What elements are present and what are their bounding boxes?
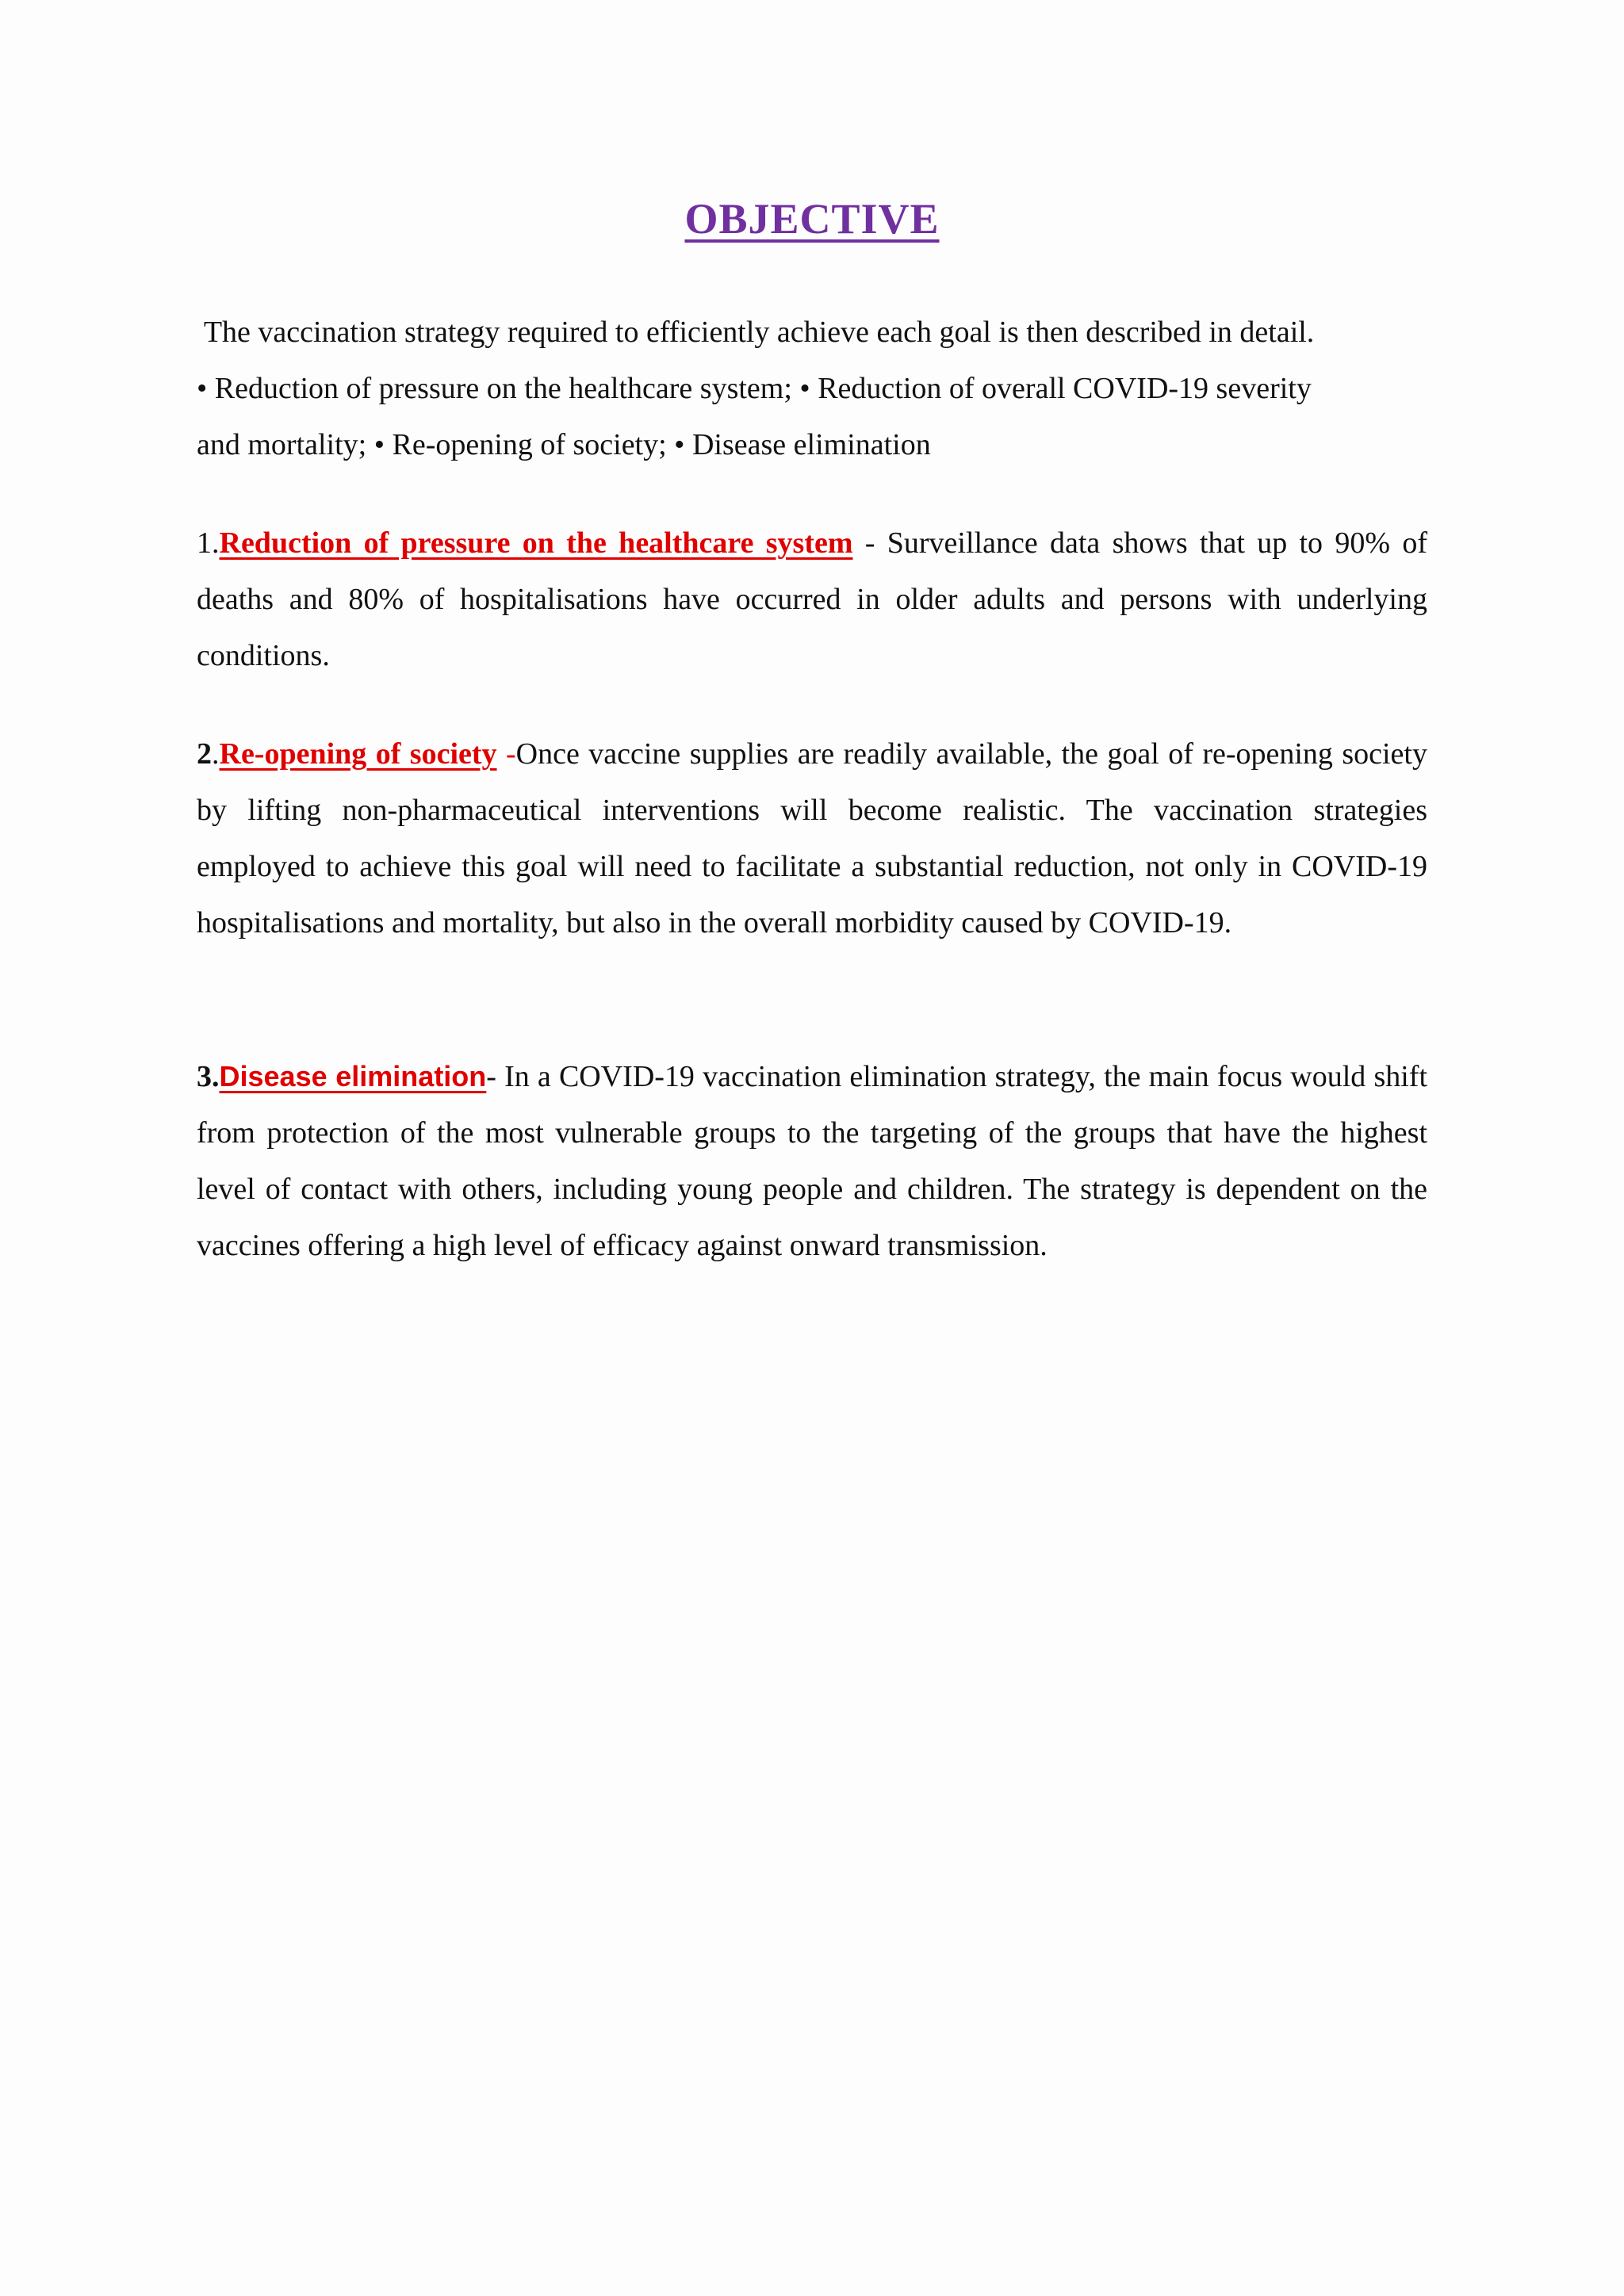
- objective-number-dot: .: [212, 737, 220, 771]
- objective-text: Surveillance data shows that up to 90% of deaths and 80% of hospitalisations have occurred in older adults and persons with underlying conditions.: [197, 526, 1427, 672]
- objective-heading: Disease elimination: [219, 1060, 487, 1093]
- objective-1-paragraph: [197, 515, 1427, 684]
- objective-2-paragraph: [197, 726, 1427, 951]
- objective-text: In a COVID-19 vaccination elimination strategy, the main focus would shift from protection of the most vulnerable groups to the targeting of the groups that have the highest level of contact with others, including young people and children. The strategy is dependent on the vaccines offering a high level of efficacy against onward transmission.: [197, 1060, 1427, 1262]
- objective-text: Once vaccine supplies are readily available, the goal of re-opening society by lifting non-pharmaceutical interventions will become realistic. The vaccination strategies employed to achieve this goal will need to facilitate a substantial reduction, not only in COVID-19 hospitalisations and mortality, but also in the overall morbidity caused by COVID-19.: [197, 737, 1427, 939]
- page-title: OBJECTIVE: [684, 195, 940, 243]
- objective-heading: Reduction of pressure on the healthcare system: [219, 526, 853, 560]
- objective-number: 3.: [197, 1060, 220, 1093]
- objective-3-paragraph: [197, 1048, 1427, 1274]
- objective-number: 1.: [197, 526, 220, 560]
- objective-number: 2: [197, 737, 212, 771]
- intro-line: and mortality; • Re-opening of society; • Disease elimination: [197, 428, 931, 461]
- objective-separator: -: [486, 1060, 505, 1093]
- objective-heading: Re-opening of society: [219, 737, 497, 771]
- intro-line: The vaccination strategy required to efficiently achieve each goal is then described in detail.: [197, 316, 1315, 349]
- objective-separator: -: [496, 737, 516, 771]
- objective-separator: -: [852, 526, 887, 560]
- intro-line: • Reduction of pressure on the healthcare system; • Reduction of overall COVID-19 severity: [197, 372, 1312, 405]
- intro-paragraph: [197, 304, 1427, 473]
